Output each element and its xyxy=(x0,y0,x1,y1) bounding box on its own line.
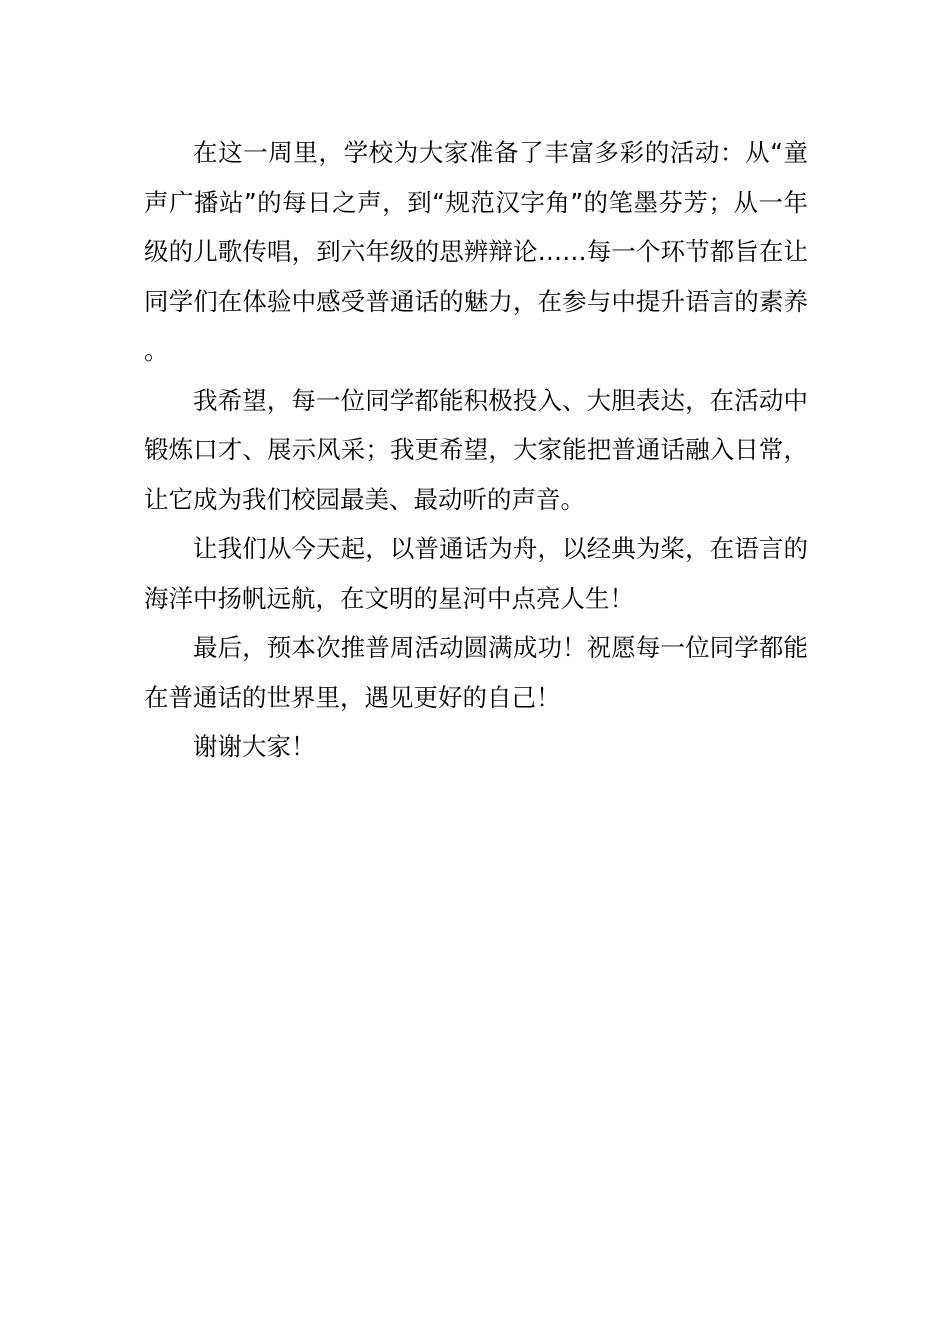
paragraph-call-to-action: 让我们从今天起，以普通话为舟，以经典为桨，在语言的海洋中扬帆远航，在文明的星河中点亮人生！ xyxy=(144,534,808,613)
paragraph-hope: 我希望，每一位同学都能积极投入、大胆表达，在活动中锻炼口才、展示风采；我更希望，大家能把普通话融入日常，让它成为我们校园最美、最动听的声音。 xyxy=(144,385,808,514)
paragraph-thanks: 谢谢大家！ xyxy=(193,732,316,761)
document-body xyxy=(144,128,808,772)
paragraph-activities: 在这一周里，学校为大家准备了丰富多彩的活动：从“童声广播站”的每日之声，到“规范汉字角”的笔墨芬芳；从一年级的儿歌传唱，到六年级的思辨辩论……每一个环节都旨在让同学们在体验中感受普通话的魅力，在参与中提升语言的素养。 xyxy=(144,138,808,365)
paragraph-closing-wish: 最后，预本次推普周活动圆满成功！祝愿每一位同学都能在普通话的世界里，遇见更好的自己！ xyxy=(144,633,808,712)
